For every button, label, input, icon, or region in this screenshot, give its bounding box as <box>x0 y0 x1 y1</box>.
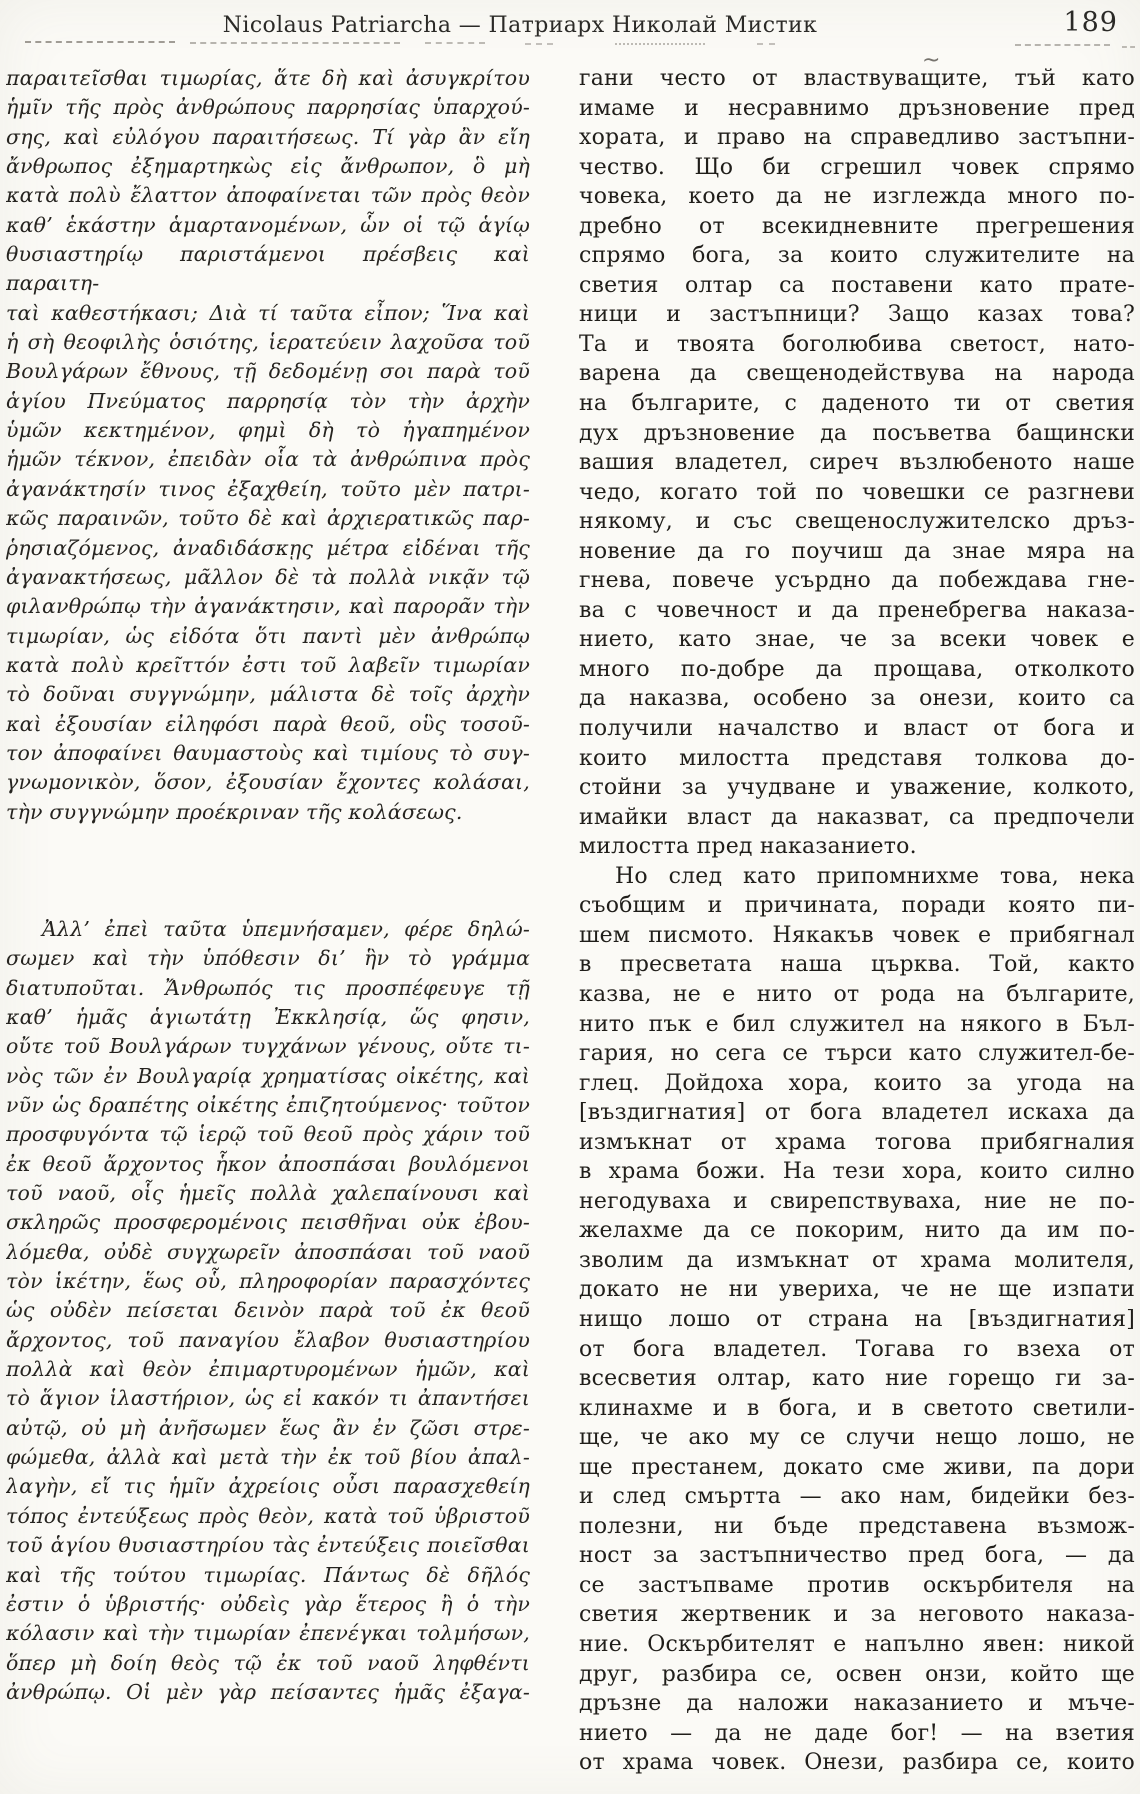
text-line: нието — да не даде бог! — на взетия <box>579 1720 1135 1746</box>
text-line: κῶς παραινῶν, τοῦτο δὲ καὶ ἀρχιερατικῶς παρ- <box>6 506 530 531</box>
text-line: получили началство и власт от бога и <box>579 716 1135 742</box>
text-line: Но след като припомнихме това, нека <box>615 863 1135 889</box>
text-line: τιμωρίαν, ὡς εἰδότα ὅτι παντὶ μὲν ἀνθρώπῳ <box>6 623 530 648</box>
text-line: ἡμῶν τέκνον, ἐπειδὰν οἷα τὰ ἀνθρώπινα πρὸς <box>6 447 530 472</box>
text-line: ва с човечност и да пренебрегва наказа- <box>579 597 1135 623</box>
scan-artifact-rule <box>757 43 775 45</box>
text-line: някому, и със свещенослужителско дръз- <box>579 509 1135 535</box>
text-line: τὸν ἱκέτην, ἕως οὗ, πληροφορίαν παρασχόντες <box>6 1269 530 1294</box>
text-line: чество. Що би сгрешил човек спрямо <box>579 154 1135 180</box>
text-line: ταὶ καθεστήκασι; Διὰ τί ταῦτα εἶπον; Ἵνα καὶ <box>6 300 530 325</box>
text-line: ὑμῶν κεκτημένον, φημὶ δὴ τὸ ἠγαπημένον <box>6 418 530 443</box>
text-line: гария, но сега се търси като служител-бе- <box>579 1041 1135 1067</box>
text-line: ници и застъпници? Защо казах това? <box>579 302 1135 328</box>
text-line: ще, че ако му се случи нещо лошо, не <box>579 1425 1135 1451</box>
text-line: καθ’ ἡμᾶς ἁγιωτάτῃ Ἐκκλησίᾳ, ὥς φησιν, <box>6 1004 530 1029</box>
text-line: ще престанем, докато сме живи, па дори <box>579 1454 1135 1480</box>
paragraph <box>579 862 1135 1778</box>
text-line: ὡς οὐδὲν πείσεται δεινὸν παρὰ τοῦ ἐκ θεοῦ <box>6 1298 530 1323</box>
scan-artifact-rule <box>1122 46 1135 48</box>
text-line: οὔτε τοῦ Βουλγάρων τυγχάνων γένους, οὔτε τι- <box>6 1034 530 1059</box>
text-line: новение да го поучиш да знае мяра на <box>579 538 1135 564</box>
text-line: ἄνθρωπος ἐξημαρτηκὼς εἰς ἄνθρωπον, ὃ μὴ <box>6 154 530 179</box>
text-line: от храма човек. Онези, разбира се, които <box>579 1750 1135 1776</box>
scan-artifact-mark: ~ <box>922 48 941 73</box>
text-line: варена да свещенодействува на народа <box>579 361 1135 387</box>
text-line: ὅπερ μὴ δοίη θεὸς τῷ ἐκ τοῦ ναοῦ ληφθέντι <box>6 1650 530 1675</box>
text-line: κατὰ πολὺ ἔλαττον ἀποφαίνεται τῶν πρὸς θεὸν <box>6 183 530 208</box>
text-line: дръзне да наложи наказанието и мъче- <box>579 1691 1135 1717</box>
text-line: καθ’ ἑκάστην ἁμαρτανομένων, ὧν οἱ τῷ ἁγίῳ <box>6 212 530 237</box>
text-line: σωμεν καὶ τὴν ὑπόθεσιν δι’ ἣν τὸ γράμμα <box>6 946 530 971</box>
text-line: гани често от властвуващите, тъй като <box>579 66 1135 91</box>
text-line: съобщим и причината, поради която пи- <box>579 893 1135 919</box>
text-line: светия жертвеник и за неговото наказа- <box>579 1602 1135 1628</box>
text-line: всесветия олтар, като ние горещо ги за- <box>579 1366 1135 1392</box>
text-line: чедо, когато той по човешки се разгневи <box>579 479 1135 505</box>
text-line: τοῦ ναοῦ, οἷς ἡμεῖς πολλὰ χαλεπαίνουσι καὶ <box>6 1181 530 1206</box>
text-line: нито пък е бил служител на някого в Бъл- <box>579 1011 1135 1037</box>
text-line: докато не ни увериха, че не ще изпати <box>579 1277 1135 1303</box>
text-line: милостта пред наказанието. <box>579 834 917 860</box>
text-line: αὐτῷ, οὐ μὴ ἀνῆσωμεν ἕως ἂν ἐν ζῶσι στρε- <box>6 1415 530 1440</box>
text-line: σκληρῶς προσφερομένοις πεισθῆναι οὐκ ἐβου- <box>6 1210 530 1235</box>
scan-artifact-rule <box>25 41 175 43</box>
text-line: καὶ ἐξουσίαν εἰληφόσι παρὰ θεοῦ, οὓς τοσοῦ- <box>6 711 530 736</box>
text-line: διατυποῦται. Ἄνθρωπός τις προσπέφευγε τῇ <box>6 975 530 1000</box>
text-line: да наказва, особено за онези, които са <box>579 686 1135 712</box>
scan-artifact-rule <box>190 42 400 44</box>
text-line: ἐκ θεοῦ ἄρχοντος ἧκον ἀποσπάσαι βουλόμενοι <box>6 1151 530 1176</box>
text-line: νῦν ὡς δραπέτης οἰκέτης ἐπιζητούμενος· τοῦτον <box>6 1093 530 1117</box>
text-line: глец. Дойдоха хора, които за угода на <box>579 1070 1135 1096</box>
text-line: σης, καὶ εὐλόγου παραιτήσεως. Τί γὰρ ἂν εἴη <box>6 124 530 149</box>
text-line: казва, не е нито от рода на българите, <box>579 981 1135 1007</box>
text-line: τὸ δοῦναι συγγνώμην, μάλιστα δὲ τοῖς ἀρχὴν <box>6 682 530 707</box>
text-line: ἀγανάκτησίν τινος ἐξαχθείη, τοῦτο μὲν πατρι- <box>6 476 530 501</box>
text-line: φώμεθα, ἀλλὰ καὶ μετὰ τὴν ἐκ τοῦ βίου ἀπαλ- <box>6 1445 530 1470</box>
text-line: παραιτεῖσθαι τιμωρίας, ἅτε δὴ καὶ ἀσυγκρίτου <box>6 66 530 90</box>
text-line: дух дръзновение да посъветва бащински <box>579 420 1135 446</box>
text-line: ἄρχοντος, τοῦ παναγίου ἔλαβον θυσιαστηρίου <box>6 1327 530 1352</box>
text-line: ἡμῖν τῆς πρὸς ἀνθρώπους παρρησίας ὑπαρχού- <box>6 95 530 120</box>
text-line: гнева, повече усърдно да побеждава гне- <box>579 568 1135 594</box>
text-line: светия олтар са поставени като прате- <box>579 272 1135 298</box>
text-line: Ἀλλ’ ἐπεὶ ταῦτα ὑπεμνήσαμεν, φέρε δηλώ- <box>42 916 530 941</box>
text-line: λόμεθα, οὐδὲ συγχωρεῖν ἀποσπάσαι τοῦ ναοῦ <box>6 1239 530 1264</box>
text-line: шем писмото. Някакъв човек е прибягнал <box>579 922 1135 948</box>
text-line: λαγὴν, εἴ τις ἡμῖν ἀχρείοις οὖσι παρασχεθείη <box>6 1474 530 1499</box>
text-line: καὶ τῆς τούτου τιμωρίας. Πάντως δὲ δῆλός <box>6 1562 530 1587</box>
text-line: в пресветата наша църква. Той, както <box>579 952 1135 978</box>
text-line: желахме да се покорим, нито да им по- <box>579 1218 1135 1244</box>
bulgarian-translation-column <box>579 64 1135 1778</box>
text-line: на българите, с даденото ти от светия <box>579 391 1135 417</box>
text-line: друг, разбира се, освен онзи, който ще <box>579 1661 1135 1687</box>
text-line: ἀγανακτήσεως, μᾶλλον δὲ τὰ πολλὰ νικᾷν τῷ <box>6 564 530 589</box>
text-line: и след смъртта — ако нам, бидейки без- <box>579 1484 1135 1510</box>
text-line: γνωμονικὸν, ὅσον, ἐξουσίαν ἔχοντες κολάσαι, <box>6 770 530 795</box>
text-line: полезни, ни бъде представена възмож- <box>579 1513 1135 1539</box>
text-line: τόπος ἐντεύξεως πρὸς θεὸν, κατὰ τοῦ ὑβριστοῦ <box>6 1503 530 1528</box>
text-line: νὸς τῶν ἐν Βουλγαρίᾳ χρηματίσας οἰκέτης, καὶ <box>6 1063 530 1088</box>
scan-artifact-rule <box>525 43 553 45</box>
text-line: клинахме и в бога, и в светото светили- <box>579 1395 1135 1421</box>
text-line: измъкнат от храма тогова прибягналия <box>579 1129 1135 1155</box>
text-line: стойни за учудване и уважение, колкото, <box>579 775 1135 801</box>
scan-artifact-rule <box>615 43 705 45</box>
text-line: негодуваха и свирепствуваха, ние не по- <box>579 1188 1135 1214</box>
text-line: ἁγίου Πνεύματος παρρησίᾳ τὸν τὴν ἀρχὴν <box>6 388 530 413</box>
text-line: зволим да измъкнат от храма молителя, <box>579 1247 1135 1273</box>
text-line: προσφυγόντα τῷ ἱερῷ τοῦ θεοῦ πρὸς χάριν τοῦ <box>6 1122 530 1147</box>
text-line: ἀνθρώπῳ. Οἱ μὲν γὰρ πείσαντες ἡμᾶς ἐξαγα- <box>6 1679 530 1704</box>
text-line: Та и твоята боголюбива светост, нато- <box>579 331 1135 357</box>
paragraph <box>579 64 1135 862</box>
text-line: хората, и право на справедливо застъпни- <box>579 125 1135 151</box>
text-line: θυσιαστηρίῳ παριστάμενοι πρέσβεις καὶ παραιτη- <box>6 242 530 296</box>
text-line: много по-добре да прощава, отколкото <box>579 656 1135 682</box>
text-line: κόλασιν καὶ τὴν τιμωρίαν ἐπενέγκαι τολμήσων, <box>6 1621 530 1646</box>
text-line: τον ἀποφαίνει θαυμαστοὺς καὶ τιμίους τὸ συγ- <box>6 740 530 765</box>
text-line: вашия владетел, сиреч възлюбеното наше <box>579 450 1135 476</box>
text-line: πολλὰ καὶ θεὸν ἐπιμαρτυρομένων ἡμῶν, καὶ <box>6 1357 530 1382</box>
text-line: дребно от всекидневните прегрешения <box>579 213 1135 239</box>
text-line: τὸ ἅγιον ἱλαστήριον, ὡς εἰ κακόν τι ἀπαντήσει <box>6 1386 530 1411</box>
text-line: ῥησιαζόμενος, ἀναδιδάσκῃς μέτρα εἰδέναι τῆς <box>6 535 530 560</box>
paragraph <box>6 915 530 1707</box>
text-line: имаме и несравнимо дръзновение пред <box>579 95 1135 121</box>
text-line: човека, което да не изглежда много по- <box>579 184 1135 210</box>
running-head: Nicolaus Patriarcha — Патриарх Николай Мистик <box>222 13 818 38</box>
text-line: κατὰ πολὺ κρεῖττόν ἐστι τοῦ λαβεῖν τιμωρίαν <box>6 652 530 677</box>
text-line: в храма божи. На тези хора, които силно <box>579 1159 1135 1185</box>
text-line: се застъпваме против оскърбителя на <box>579 1572 1135 1598</box>
text-line: които милостта представя толкова до- <box>579 745 1135 771</box>
text-line: спрямо бога, за които служителите на <box>579 243 1135 269</box>
text-line: имайки власт да наказват, са предпочели <box>579 804 1135 830</box>
text-line: ност за застъпничество пред бога, — да <box>579 1543 1135 1569</box>
text-line: τὴν συγγνώμην προέκριναν τῆς κολάσεως. <box>6 799 463 824</box>
text-line: ἡ σὴ θεοφιλὴς ὁσιότης, ἱερατεύειν λαχοῦσα τοῦ <box>6 330 530 355</box>
scan-artifact-rule <box>1015 44 1110 46</box>
text-line: φιλανθρώπῳ τὴν ἀγανάκτησιν, καὶ παρορᾶν τὴν <box>6 594 530 619</box>
greek-text-column <box>6 64 530 1707</box>
text-line: ние. Оскърбителят е напълно явен: никой <box>579 1631 1135 1657</box>
scan-artifact-rule <box>425 42 485 44</box>
paragraph <box>6 64 530 827</box>
text-line: от бога владетел. Тогава го взеха от <box>579 1336 1135 1362</box>
text-line: Βουλγάρων ἔθνους, τῇ δεδομένῃ σοι παρὰ τοῦ <box>6 359 530 384</box>
text-line: нието, като знае, че за всеки човек е <box>579 627 1135 653</box>
text-line: ἐστιν ὁ ὑβριστής· οὐδεὶς γὰρ ἕτερος ἢ ὁ τὴν <box>6 1591 530 1616</box>
text-line: нищо лошо от страна на [въздигнатия] <box>579 1306 1135 1332</box>
page-number: 189 <box>1063 7 1118 38</box>
text-line: [въздигнатия] от бога владетел искаха да <box>579 1100 1135 1126</box>
text-line: τοῦ ἁγίου θυσιαστηρίου τὰς ἐντεύξεις ποιεῖσθαι <box>6 1533 530 1558</box>
